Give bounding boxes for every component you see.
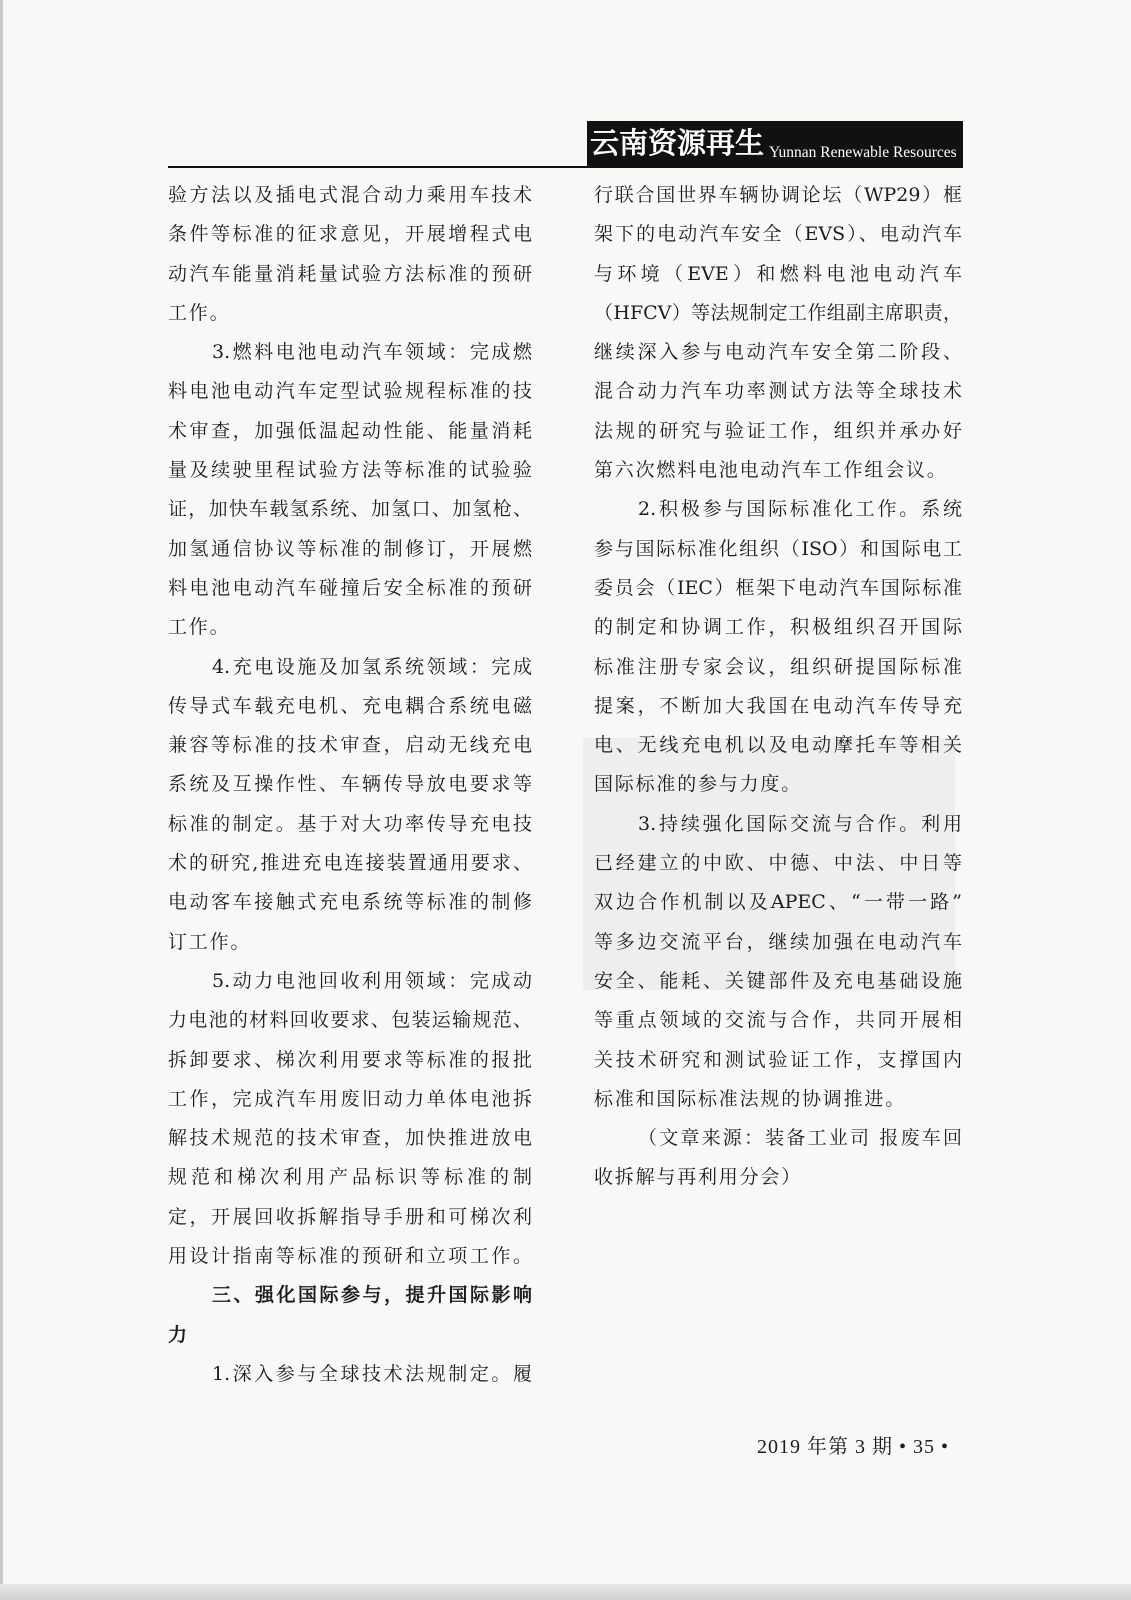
right-text-line: 关技术研究和测试验证工作，支撑国内: [594, 1048, 962, 1071]
left-text-line: 料电池电动汽车定型试验规程标准的技: [168, 380, 532, 403]
right-text-line: 国际标准的参与力度。: [594, 773, 803, 796]
right-text-line: 3.持续强化国际交流与合作。利用: [638, 812, 962, 835]
left-text-line: 工作。: [168, 301, 231, 324]
right-text-line: 标准注册专家会议，组织研提国际标准: [594, 655, 962, 678]
left-text-line: 规范和梯次利用产品标识等标准的制: [168, 1166, 532, 1189]
left-text-line: 1.深入参与全球技术法规制定。履: [212, 1362, 532, 1385]
right-text-line: 已经建立的中欧、中德、中法、中日等: [594, 852, 962, 875]
left-text-line: 传导式车载充电机、充电耦合系统电磁: [168, 694, 532, 717]
right-text-line: 的制定和协调工作，积极组织召开国际: [594, 616, 962, 639]
masthead-title-cn: 云南资源再生: [590, 126, 765, 160]
left-text-line: 工作。: [168, 616, 231, 639]
section-heading-line: 力: [168, 1323, 189, 1346]
left-text-line: 验方法以及插电式混合动力乘用车技术: [168, 184, 532, 206]
left-text-line: 标准的制定。基于对大功率传导充电技: [168, 812, 532, 835]
left-text-line: 料电池电动汽车碰撞后安全标准的预研: [168, 576, 532, 599]
source-note-line: （文章来源：装备工业司 报废车回: [638, 1127, 962, 1150]
right-text-line: 2.积极参与国际标准化工作。系统: [638, 498, 962, 521]
left-text-line: 电动客车接触式充电系统等标准的制修: [168, 891, 532, 914]
right-text-line: 等重点领域的交流与合作，共同开展相: [594, 1009, 962, 1032]
masthead: [587, 121, 963, 168]
left-text-line: 5.动力电池回收利用领域：完成动: [212, 969, 532, 992]
right-text-line: 等多边交流平台，继续加强在电动汽车: [594, 930, 962, 953]
right-text-line: 双边合作机制以及APEC、“一带一路”: [594, 891, 962, 914]
left-text-line: 术审查，加强低温起动性能、能量消耗: [168, 419, 532, 442]
right-text-line: 法规的研究与验证工作，组织并承办好: [594, 419, 962, 442]
scan-edge-left: [0, 0, 3, 1600]
right-text-line: 提案，不断加大我国在电动汽车传导充: [594, 694, 962, 717]
left-column: [168, 176, 532, 1394]
scan-edge-bottom: [0, 1584, 1131, 1600]
left-text-line: 术的研究,推进充电连接装置通用要求、: [168, 852, 532, 875]
source-note-line: 收拆解与再利用分会）: [594, 1166, 803, 1189]
left-text-line: 动汽车能量消耗量试验方法标准的预研: [168, 262, 532, 285]
right-text-line: 混合动力汽车功率测试方法等全球技术: [594, 380, 962, 403]
left-text-line: 解技术规范的技术审查，加快推进放电: [168, 1127, 532, 1150]
right-text-line: 参与国际标准化组织（ISO）和国际电工: [594, 537, 962, 560]
right-text-line: 第六次燃料电池电动汽车工作组会议。: [594, 459, 948, 482]
left-text-line: 证，加快车载氢系统、加氢口、加氢枪、: [168, 498, 532, 521]
left-text-line: 量及续驶里程试验方法等标准的试验验: [168, 459, 532, 482]
section-heading-line: 三、强化国际参与，提升国际影响: [212, 1284, 532, 1307]
right-text-line: 架下的电动汽车安全（EVS）、电动汽车: [594, 223, 962, 246]
left-text-line: 定，开展回收拆解指导手册和可梯次利: [168, 1205, 532, 1228]
right-column: [594, 176, 962, 1198]
header-rule: [168, 166, 963, 168]
page-folio: 2019 年第 3 期 • 35 •: [757, 1436, 950, 1458]
left-text-line: 3.燃料电池电动汽车领域：完成燃: [212, 341, 532, 364]
right-text-line: （HFCV）等法规制定工作组副主席职责，: [594, 301, 962, 324]
right-text-line: 继续深入参与电动汽车安全第二阶段、: [594, 341, 962, 364]
left-text-line: 用设计指南等标准的预研和立项工作。: [168, 1245, 532, 1268]
right-text-line: 标准和国际标准法规的协调推进。: [594, 1087, 907, 1110]
left-text-line: 力电池的材料回收要求、包装运输规范、: [168, 1009, 532, 1032]
left-text-line: 系统及互操作性、车辆传导放电要求等: [168, 773, 532, 796]
left-text-line: 4.充电设施及加氢系统领域：完成: [212, 655, 532, 678]
right-text-line: 与环境（EVE）和燃料电池电动汽车: [594, 262, 962, 285]
left-text-line: 条件等标准的征求意见，开展增程式电: [168, 223, 532, 246]
left-text-line: 工作，完成汽车用废旧动力单体电池拆: [168, 1087, 532, 1110]
right-text-line: 电、无线充电机以及电动摩托车等相关: [594, 734, 962, 757]
left-text-line: 兼容等标准的技术审查，启动无线充电: [168, 734, 532, 757]
right-text-line: 安全、能耗、关键部件及充电基础设施: [594, 969, 962, 992]
left-text-line: 订工作。: [168, 930, 252, 953]
right-text-line: 委员会（IEC）框架下电动汽车国际标准: [594, 576, 962, 599]
left-text-line: 拆卸要求、梯次利用要求等标准的报批: [168, 1048, 532, 1071]
right-text-line: 行联合国世界车辆协调论坛（WP29）框: [594, 184, 962, 206]
masthead-title-en: Yunnan Renewable Resources: [769, 144, 957, 161]
left-text-line: 加氢通信协议等标准的制修订，开展燃: [168, 537, 532, 560]
